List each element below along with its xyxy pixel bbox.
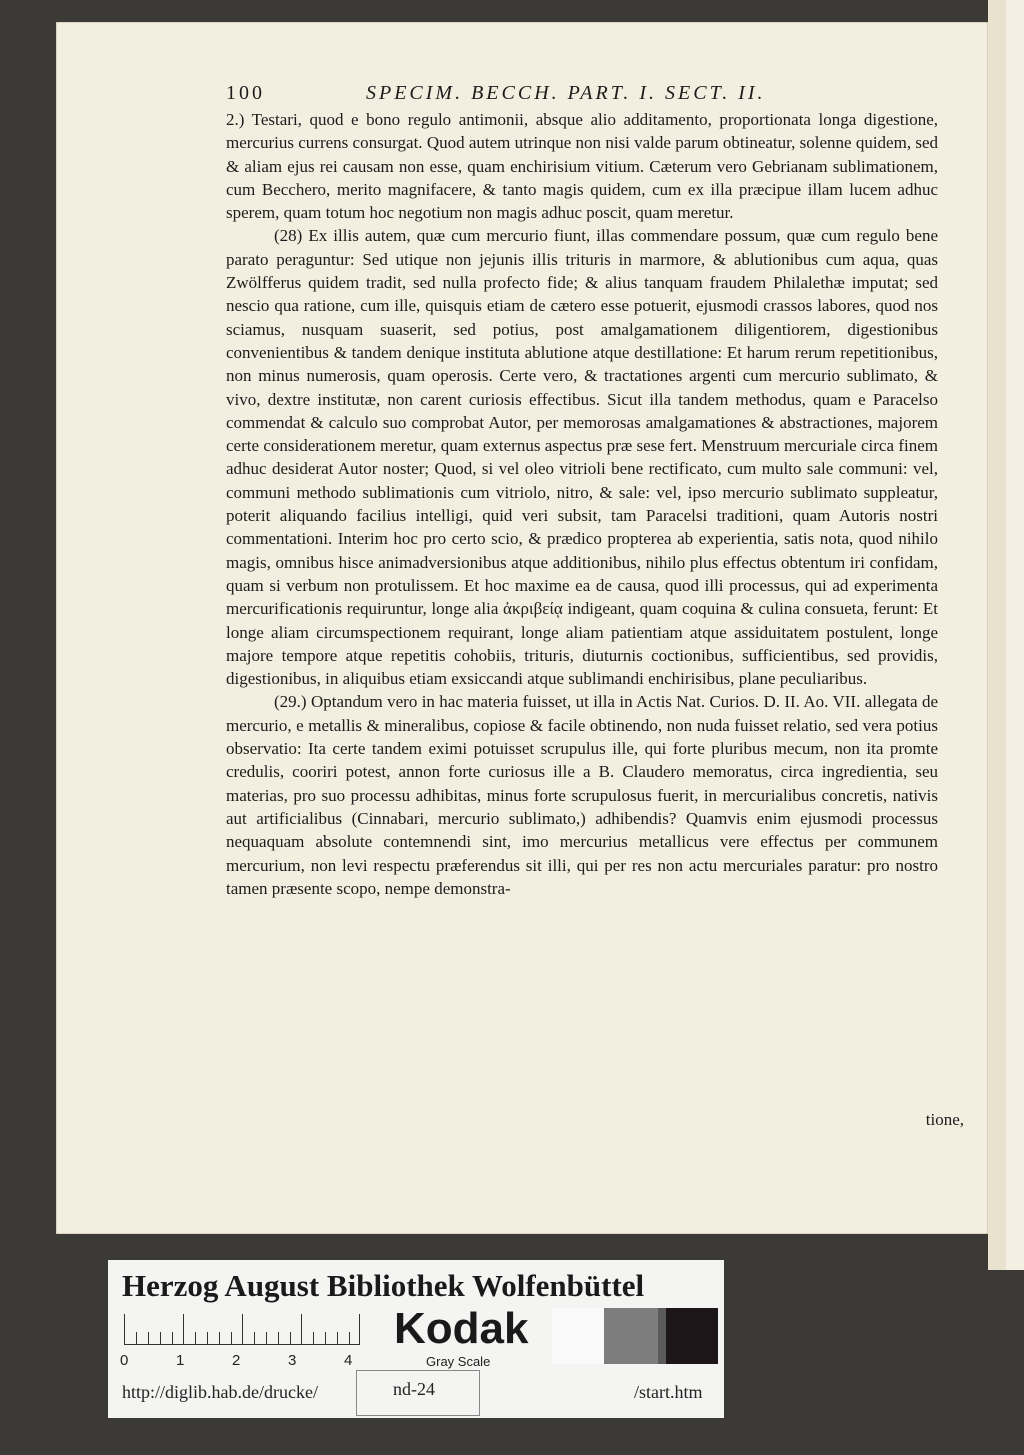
ruler-tick <box>290 1332 291 1344</box>
ruler-tick <box>278 1332 279 1344</box>
ruler-tick <box>172 1332 173 1344</box>
body-text <box>226 108 938 900</box>
ruler-tick <box>313 1332 314 1344</box>
ruler-tick <box>359 1314 360 1344</box>
scale-number: 2 <box>232 1352 241 1369</box>
paragraph-2: 2.) Testari, quod e bono regulo antimonii, absque alio additamento, proportionata longa digestione, mercurius currens consurgat. Quod autem utrinque non nisi valde parum obtineatur, solenne quidem, sed & aliam ejus rei causam non esse, quam enchirisium vitium. Cæterum vero Gebrianam sublimationem, cum Becchero, merito magnifacere, & tanto magis quidem, cum ex illa præcipue illam lucem adhuc sperem, quam totum hoc negotium non magis adhuc poscit, quam meretur. <box>226 110 938 223</box>
ruler-tick <box>183 1314 184 1344</box>
scale-number: 1 <box>176 1352 185 1369</box>
library-color-card <box>108 1260 724 1418</box>
ruler-tick <box>242 1314 243 1344</box>
ruler-tick <box>195 1332 196 1344</box>
catchword: tione, <box>925 1110 964 1129</box>
ruler-tick <box>325 1332 326 1344</box>
gray-scale-label: Gray Scale <box>426 1354 491 1369</box>
kodak-logo: Kodak <box>394 1304 529 1353</box>
ruler-tick <box>160 1332 161 1344</box>
running-title: SPECIM. BECCH. PART. I. SECT. II. <box>366 82 766 104</box>
ruler-tick <box>349 1332 350 1344</box>
page-number: 100 <box>226 82 265 104</box>
institution-name: Herzog August Bibliothek Wolfenbüttel <box>122 1268 645 1303</box>
scale-number: 0 <box>120 1352 129 1369</box>
url-prefix: http://diglib.hab.de/drucke/ <box>122 1382 318 1402</box>
ruler-tick <box>124 1314 125 1344</box>
scale-number: 3 <box>288 1352 297 1369</box>
item-id: nd-24 <box>393 1379 435 1399</box>
paragraph-28: (28) Ex illis autem, quæ cum mercurio fiunt, illas commendare possum, quæ cum regulo bene parato peraguntur: Sed utique non jejunis illis trituris in marmore, & ablutionibus cum aqua, quas Zwölfferus quidem tradit, sed nulla profecto fide; & alius tanquam fraudem Philalethæ imputat; sed nescio qua ratione, cum ille, quisquis etiam de cætero esse potuerit, ejusmodi crassos labores, quod nos sciamus, nusquam suaserit, sed potius, post amalgamationem diligentiorem, digestionibus convenientibus & tandem denique instituta ablutione atque destillatione: Et harum rerum repetitionibus, non minus numerosis, quam operosis. Certe vero, & tractationes argenti cum mercurio sublimato, & vivo, dextre institutæ, non carent curiosis effectibus. Sicut illa tandem methodus, quam e Paracelso commendat & calculo suo comprobat Autor, per memorosas amalgamationes & abstractiones, majorem certe considerationem meretur, quam externus aspectus præ sese fert. Menstruum mercuriale circa finem adhuc desiderat Autor noster; Quod, si vel oleo vitrioli bene rectificato, cum multo sale communi: vel, communi methodo sublimationis cum vitriolo, nitro, & sale: vel, ipso mercurio sublimato suppleatur, poterit aliquando facilius intelligi, quid veri subsit, tam Paracelsi traditioni, quam Autoris nostri commentationi. Interim hoc pro certo scio, & prædico propterea ab experientia, satis nota, quod nihilo magis, omnibus hisce animadversionibus atque additionibus, nihilo plus effectus obtentum iri confidam, quam si verbum non protulissem. Et hoc maxime ea de causa, quod illi processus, qui ad experimenta mercurificationis requiruntur, longe alia ἀκριβείᾳ indigeant, quam coquina & culina consueta, ferunt: Et longe aliam circumspectionem requirant, longe aliam patientiam atque assiduitatem postulent, longe majore tempore atque repetitis cohobiis, trituris, diuturnis coctionibus, sufficientibus, sed providis, digestionibus, in aliquibus etiam exsiccandi atque sublimandi enchirisibus, plane peculiaribus. <box>226 226 938 689</box>
gray-patch-white <box>552 1308 604 1364</box>
gray-patch-dark <box>658 1308 666 1364</box>
gray-patch-black <box>666 1308 718 1364</box>
gray-patch-mid <box>604 1308 658 1364</box>
ruler-tick <box>231 1332 232 1344</box>
ruler-tick <box>266 1332 267 1344</box>
adjacent-page-edge-outer <box>1006 0 1024 1270</box>
ruler-tick <box>219 1332 220 1344</box>
scale-number: 4 <box>344 1352 353 1369</box>
ruler-tick <box>136 1332 137 1344</box>
paragraph-29: (29.) Optandum vero in hac materia fuisset, ut illa in Actis Nat. Curios. D. II. Ao. VII. allegata de mercurio, e metallis & mineralibus, copiose & facile obtinendo, non nuda fuisset relatio, sed vera potius observatio: Ita certe tandem eximi potuisset scrupulus ille, qui forte pluribus mecum, non ita promte credulis, cooriri potest, annon forte curiosus ille a B. Claudero memoratus, circa ingredientia, seu materias, pro suo processu adhibitas, minus forte scrupulosus fuerit, in mercurialibus concretis, nativis aut artificialibus (Cinnabari, mercurio sublimato,) adhibendis? Quamvis enim ejusmodi processus nequaquam absolute contemnendi sint, imo mercurius metallicus vere effectus per communem mercurium, non levi respectu præferendus sit illi, qui per res non actu mercuriales paratur: pro nostro tamen præsente scopo, nempe demonstra- <box>226 692 938 898</box>
scale-ruler <box>124 1314 360 1345</box>
running-head <box>226 82 986 110</box>
ruler-tick <box>301 1314 302 1344</box>
ruler-tick <box>207 1332 208 1344</box>
ruler-tick <box>148 1332 149 1344</box>
ruler-tick <box>254 1332 255 1344</box>
url-suffix: /start.htm <box>634 1382 703 1402</box>
ruler-tick <box>337 1332 338 1344</box>
item-id-box <box>356 1370 480 1416</box>
